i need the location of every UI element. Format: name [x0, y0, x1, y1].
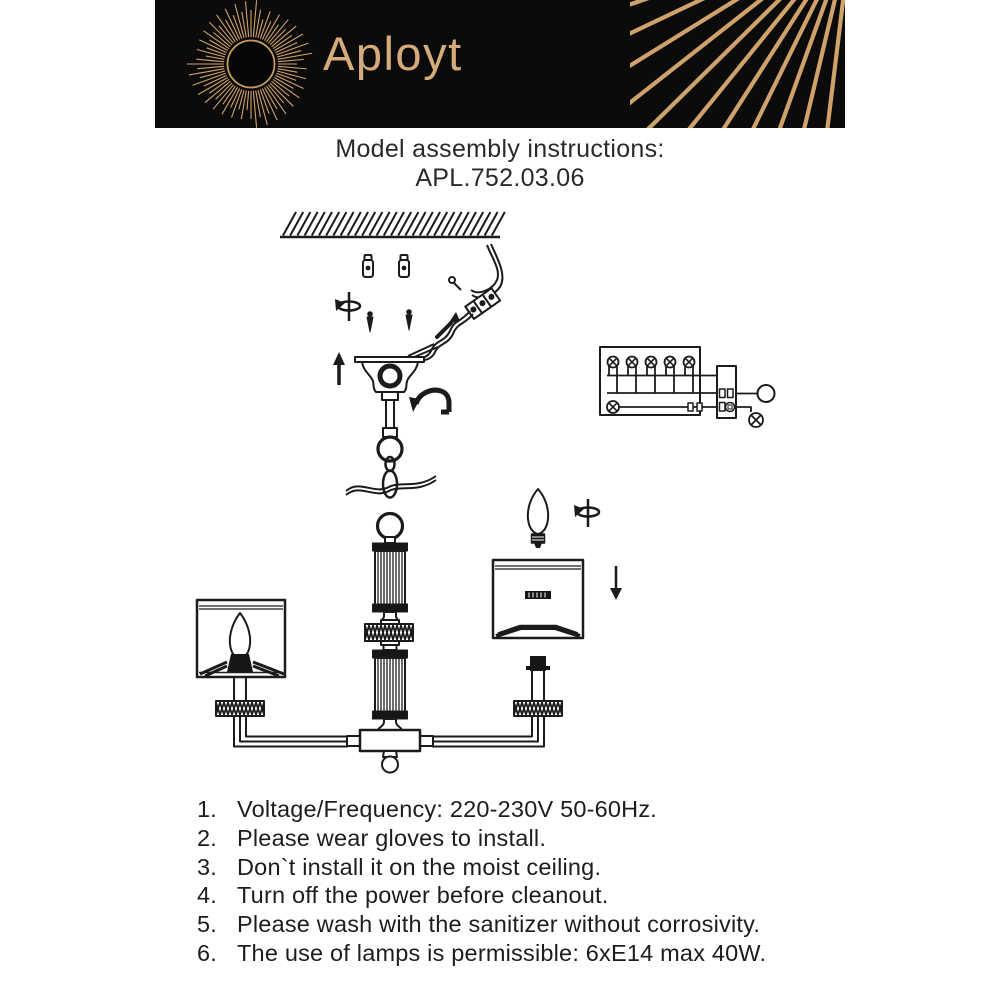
left-socket-tube	[234, 677, 246, 701]
bulb-icon	[528, 489, 548, 548]
instruction-item	[197, 824, 957, 853]
assembly-diagram	[0, 200, 1000, 800]
hub	[347, 730, 433, 773]
left-knurled-ring	[216, 701, 264, 716]
item-text: Please wash with the sanitizer without corrosivity.	[237, 911, 761, 938]
left-arm	[234, 716, 348, 747]
rotate-hook-icon	[409, 390, 449, 412]
item-text: The use of lamps is permissible: 6xE14 max 40W.	[237, 939, 767, 966]
item-number: 6.	[197, 939, 217, 966]
model-number: APL.752.03.06	[415, 164, 585, 192]
title-block	[0, 135, 1000, 193]
wire-connector	[414, 244, 502, 360]
instruction-list	[197, 795, 957, 968]
right-arm	[432, 716, 544, 747]
ribbed-column	[365, 543, 413, 730]
rotate-icon-2	[574, 499, 599, 527]
item-text: Please wear gloves to install.	[237, 824, 547, 851]
arrow-up-icon	[333, 352, 345, 385]
wiring-schematic	[600, 347, 775, 427]
instruction-item	[197, 795, 957, 824]
right-glass-shade	[493, 560, 583, 638]
brand-name: Aployt	[323, 27, 463, 80]
right-socket	[526, 656, 550, 701]
item-number: 3.	[197, 853, 217, 880]
mains-circle	[758, 385, 775, 402]
suspension-wire	[346, 476, 436, 495]
deco-rays-icon	[630, 0, 845, 128]
instruction-item	[197, 881, 957, 910]
instruction-item	[197, 939, 957, 968]
sunburst-logo-icon	[163, 0, 343, 128]
left-glass-shade	[197, 600, 285, 677]
item-text: Voltage/Frequency: 220-230V 50-60Hz.	[237, 796, 658, 822]
item-number: 1.	[197, 796, 217, 822]
instruction-item	[197, 853, 957, 882]
lamp-symbol-extra	[749, 413, 763, 427]
screw-icons	[367, 310, 412, 332]
ring-neck	[385, 537, 395, 543]
rotate-icon	[335, 292, 360, 321]
item-number: 4.	[197, 882, 217, 909]
page-title: Model assembly instructions:	[335, 135, 665, 163]
item-number: 2.	[197, 824, 217, 851]
terminal-block	[717, 366, 736, 418]
arrow-down-icon	[610, 566, 622, 600]
brand-header	[155, 0, 845, 128]
ring-lower	[378, 514, 403, 539]
anchor-icons	[363, 255, 409, 277]
socket	[227, 654, 253, 672]
item-text: Don`t install it on the moist ceiling.	[237, 853, 602, 880]
instruction-item	[197, 910, 957, 939]
item-number: 5.	[197, 911, 217, 938]
lamp-symbols	[607, 357, 695, 414]
ceiling-hatch	[280, 212, 505, 237]
item-text: Turn off the power before cleanout.	[237, 882, 609, 909]
hanging-rod	[383, 400, 397, 437]
right-knurled-ring	[514, 701, 562, 716]
